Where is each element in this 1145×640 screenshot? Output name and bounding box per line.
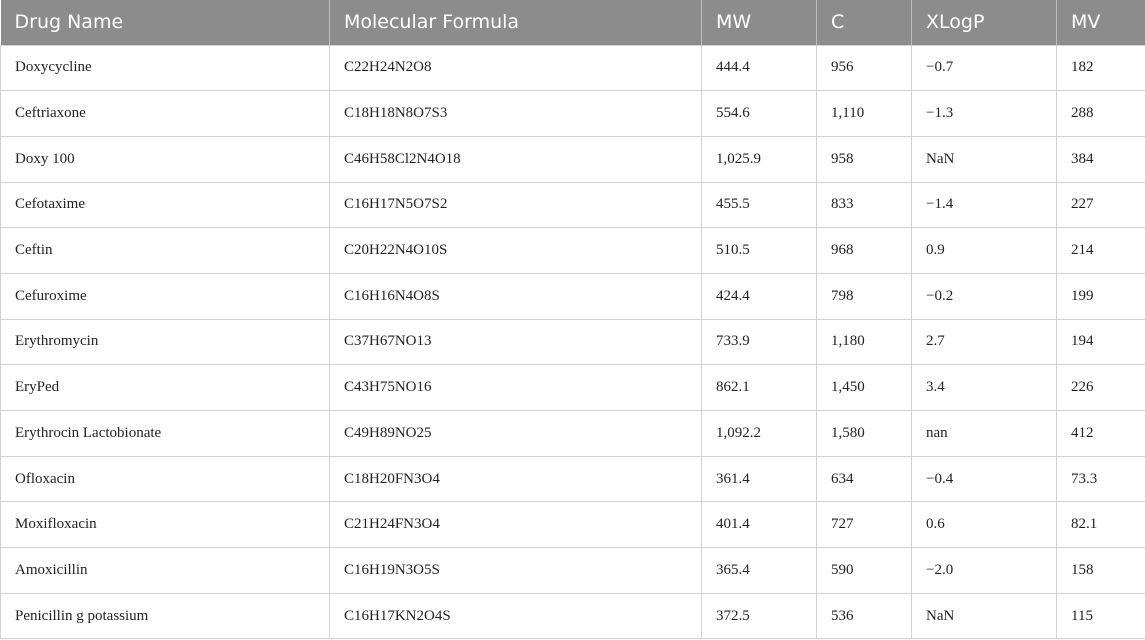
table-row <box>1 456 1145 502</box>
cell-xlogp: NaN <box>912 136 1057 182</box>
column-header-xlogp: XLogP <box>912 0 1057 45</box>
cell-c: 1,580 <box>817 411 912 457</box>
cell-xlogp: 3.4 <box>912 365 1057 411</box>
cell-mw: 1,025.9 <box>702 136 817 182</box>
cell-mw: 733.9 <box>702 319 817 365</box>
column-header-c: C <box>817 0 912 45</box>
cell-drug-name: Doxycycline <box>1 45 330 91</box>
cell-molecular-formula: C18H20FN3O4 <box>330 456 702 502</box>
cell-drug-name: Moxifloxacin <box>1 502 330 548</box>
cell-c: 833 <box>817 182 912 228</box>
table-row <box>1 273 1145 319</box>
cell-molecular-formula: C37H67NO13 <box>330 319 702 365</box>
cell-c: 968 <box>817 228 912 274</box>
cell-drug-name: Ceftin <box>1 228 330 274</box>
cell-mw: 1,092.2 <box>702 411 817 457</box>
table-row <box>1 319 1145 365</box>
cell-mv: 73.3 <box>1057 456 1145 502</box>
cell-mv: 227 <box>1057 182 1145 228</box>
cell-mw: 401.4 <box>702 502 817 548</box>
cell-mw: 862.1 <box>702 365 817 411</box>
table-header <box>1 0 1145 45</box>
column-header-mw: MW <box>702 0 817 45</box>
cell-molecular-formula: C16H19N3O5S <box>330 548 702 594</box>
cell-c: 1,450 <box>817 365 912 411</box>
cell-mv: 82.1 <box>1057 502 1145 548</box>
cell-molecular-formula: C49H89NO25 <box>330 411 702 457</box>
cell-c: 956 <box>817 45 912 91</box>
table-row <box>1 182 1145 228</box>
cell-drug-name: Doxy 100 <box>1 136 330 182</box>
cell-xlogp: −0.7 <box>912 45 1057 91</box>
cell-molecular-formula: C16H16N4O8S <box>330 273 702 319</box>
cell-xlogp: −0.2 <box>912 273 1057 319</box>
cell-c: 958 <box>817 136 912 182</box>
cell-molecular-formula: C20H22N4O10S <box>330 228 702 274</box>
cell-drug-name: Erythromycin <box>1 319 330 365</box>
cell-molecular-formula: C16H17KN2O4S <box>330 593 702 639</box>
cell-xlogp: −1.4 <box>912 182 1057 228</box>
cell-drug-name: Erythrocin Lactobionate <box>1 411 330 457</box>
cell-xlogp: NaN <box>912 593 1057 639</box>
cell-mv: 226 <box>1057 365 1145 411</box>
cell-xlogp: −1.3 <box>912 91 1057 137</box>
cell-mv: 412 <box>1057 411 1145 457</box>
cell-mw: 424.4 <box>702 273 817 319</box>
cell-c: 1,110 <box>817 91 912 137</box>
cell-drug-name: EryPed <box>1 365 330 411</box>
cell-drug-name: Amoxicillin <box>1 548 330 594</box>
table-row <box>1 91 1145 137</box>
cell-c: 590 <box>817 548 912 594</box>
table-row <box>1 228 1145 274</box>
cell-mw: 510.5 <box>702 228 817 274</box>
cell-drug-name: Ofloxacin <box>1 456 330 502</box>
table-row <box>1 593 1145 639</box>
table-row <box>1 548 1145 594</box>
cell-drug-name: Cefuroxime <box>1 273 330 319</box>
cell-mv: 288 <box>1057 91 1145 137</box>
cell-mw: 444.4 <box>702 45 817 91</box>
cell-mv: 115 <box>1057 593 1145 639</box>
column-header-molecular-formula: Molecular Formula <box>330 0 702 45</box>
cell-drug-name: Ceftriaxone <box>1 91 330 137</box>
cell-molecular-formula: C43H75NO16 <box>330 365 702 411</box>
cell-xlogp: nan <box>912 411 1057 457</box>
cell-mv: 182 <box>1057 45 1145 91</box>
cell-mw: 455.5 <box>702 182 817 228</box>
cell-xlogp: 0.9 <box>912 228 1057 274</box>
cell-mv: 194 <box>1057 319 1145 365</box>
cell-c: 536 <box>817 593 912 639</box>
cell-xlogp: 0.6 <box>912 502 1057 548</box>
column-header-drug-name: Drug Name <box>1 0 330 45</box>
cell-c: 798 <box>817 273 912 319</box>
table-row <box>1 411 1145 457</box>
table-row <box>1 136 1145 182</box>
cell-mv: 158 <box>1057 548 1145 594</box>
cell-c: 727 <box>817 502 912 548</box>
cell-molecular-formula: C46H58Cl2N4O18 <box>330 136 702 182</box>
cell-drug-name: Penicillin g potassium <box>1 593 330 639</box>
cell-mw: 365.4 <box>702 548 817 594</box>
cell-mv: 199 <box>1057 273 1145 319</box>
column-header-mv: MV <box>1057 0 1145 45</box>
table-body <box>1 45 1145 639</box>
table-row <box>1 45 1145 91</box>
cell-mw: 372.5 <box>702 593 817 639</box>
cell-molecular-formula: C16H17N5O7S2 <box>330 182 702 228</box>
table-row <box>1 365 1145 411</box>
cell-xlogp: 2.7 <box>912 319 1057 365</box>
table-row <box>1 502 1145 548</box>
header-row <box>1 0 1145 45</box>
cell-xlogp: −2.0 <box>912 548 1057 594</box>
cell-c: 634 <box>817 456 912 502</box>
cell-drug-name: Cefotaxime <box>1 182 330 228</box>
cell-molecular-formula: C22H24N2O8 <box>330 45 702 91</box>
cell-mv: 384 <box>1057 136 1145 182</box>
cell-c: 1,180 <box>817 319 912 365</box>
cell-molecular-formula: C18H18N8O7S3 <box>330 91 702 137</box>
cell-mw: 361.4 <box>702 456 817 502</box>
cell-xlogp: −0.4 <box>912 456 1057 502</box>
cell-mv: 214 <box>1057 228 1145 274</box>
cell-mw: 554.6 <box>702 91 817 137</box>
cell-molecular-formula: C21H24FN3O4 <box>330 502 702 548</box>
